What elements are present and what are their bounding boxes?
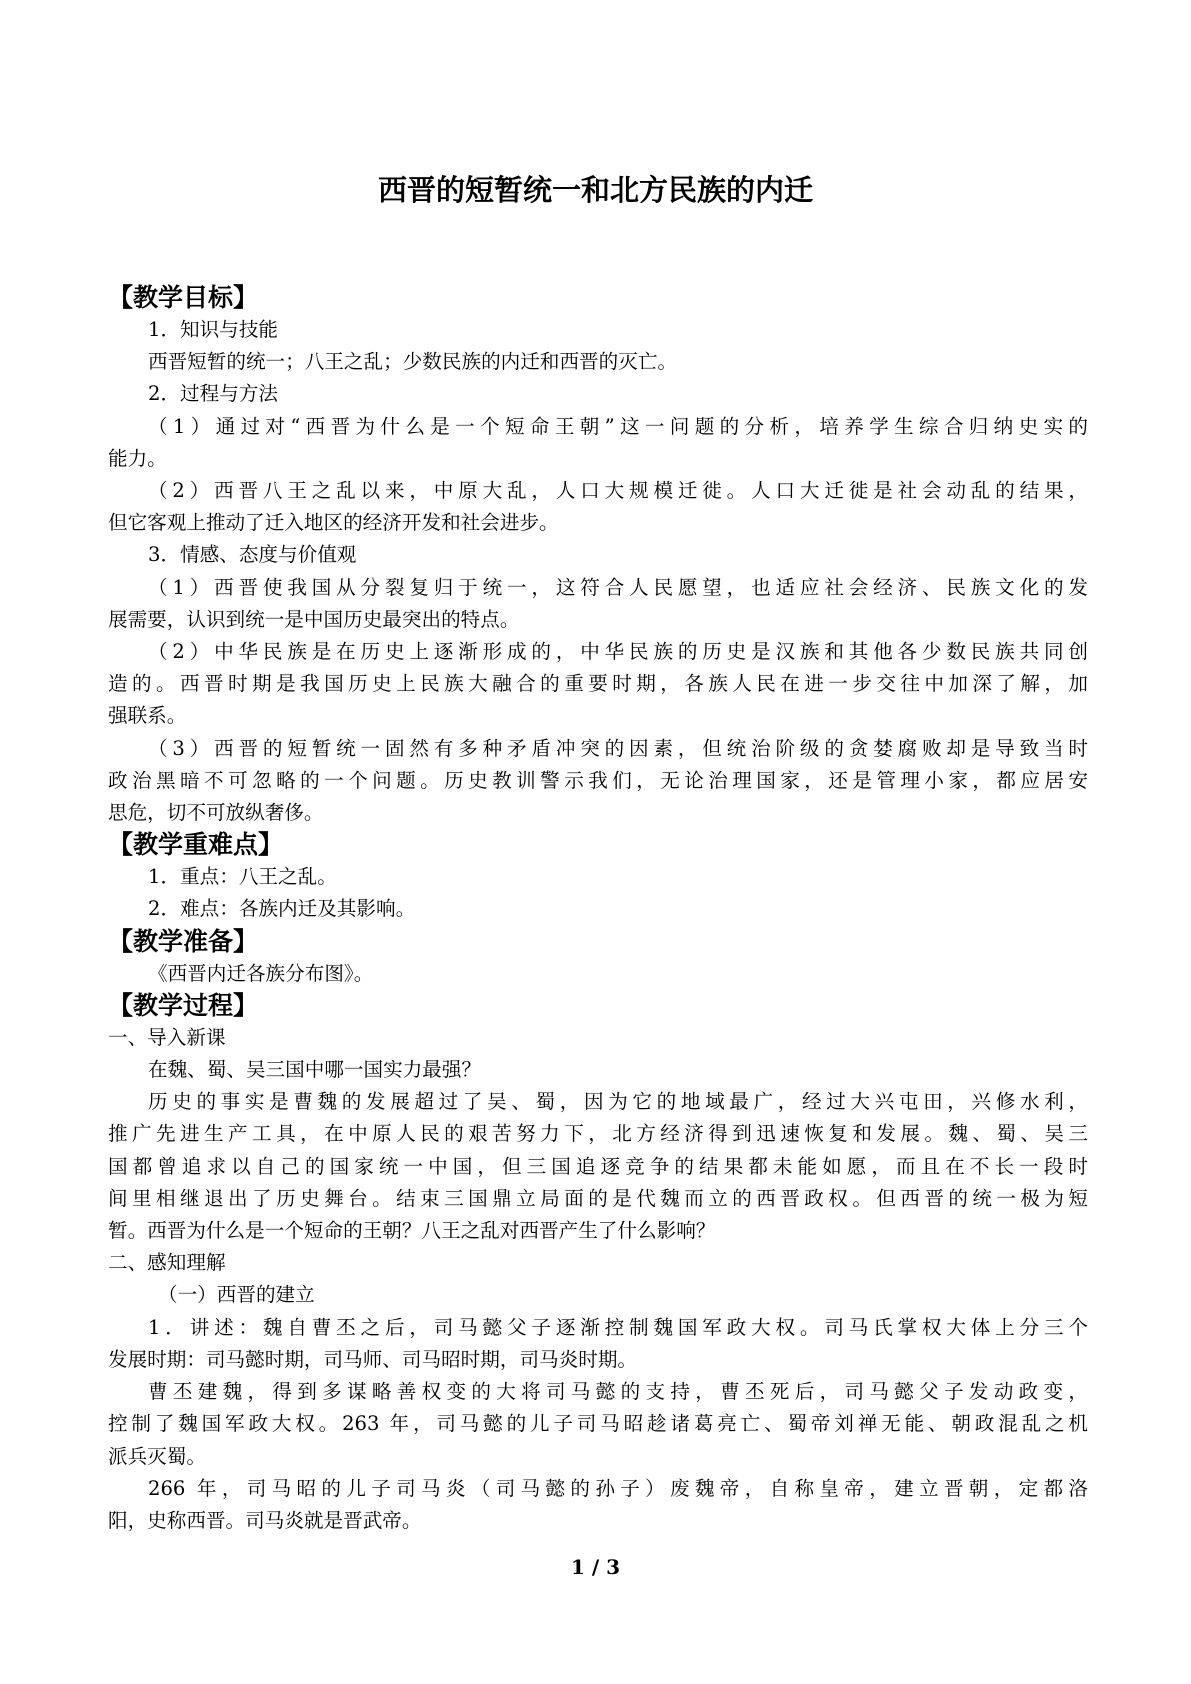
paragraph-line: 国都曾追求以自己的国家统一中国，但三国追逐竞争的结果都未能如愿，而且在不长一段时	[108, 1154, 1088, 1178]
paragraph-line: 2．过程与方法	[148, 382, 279, 406]
paragraph-line: 一、导入新课	[108, 1025, 226, 1049]
paragraph-line: 在魏、蜀、吴三国中哪一国实力最强？	[148, 1058, 482, 1082]
section-heading-key-points: 【教学重难点】	[108, 830, 284, 860]
paragraph-line: 控制了魏国军政大权。263 年，司马懿的儿子司马昭趁诸葛亮亡、蜀帝刘禅无能、朝政混乱之机	[108, 1412, 1088, 1436]
paragraph-line: （2）中华民族是在历史上逐渐形成的，中华民族的历史是汉族和其他各少数民族共同创	[148, 640, 1088, 664]
paragraph-line: 曹丕建魏，得到多谋略善权变的大将司马懿的支持，曹丕死后，司马懿父子发动政变，	[148, 1380, 1088, 1404]
paragraph-line: 《西晋内迁各族分布图》。	[148, 961, 374, 985]
paragraph-line: 强联系。	[108, 704, 187, 728]
paragraph-line: （1）通过对“西晋为什么是一个短命王朝”这一问题的分析，培养学生综合归纳史实的	[148, 414, 1088, 438]
paragraph-line: 3．情感、态度与价值观	[148, 543, 357, 567]
paragraph-line: （一）西晋的建立	[158, 1283, 315, 1307]
document-title: 西晋的短暂统一和北方民族的内迁	[377, 173, 813, 207]
paragraph-line: 1．重点：八王之乱。	[148, 865, 337, 889]
paragraph-line: 能力。	[108, 446, 167, 470]
section-heading-objectives: 【教学目标】	[108, 283, 259, 312]
document-body	[108, 282, 1088, 1537]
paragraph-line: 历史的事实是曹魏的发展超过了吴、蜀，因为它的地域最广，经过大兴屯田，兴修水利，	[148, 1090, 1088, 1114]
paragraph-line: 造的。西晋时期是我国历史上民族大融合的重要时期，各族人民在进一步交往中加深了解，加	[108, 672, 1088, 696]
paragraph-line: （2）西晋八王之乱以来，中原大乱，人口大规模迁徙。人口大迁徙是社会动乱的结果，	[148, 479, 1088, 503]
paragraph-line: 266 年，司马昭的儿子司马炎（司马懿的孙子）废魏帝，自称皇帝，建立晋朝，定都洛	[148, 1476, 1088, 1500]
paragraph-line: 发展时期：司马懿时期，司马师、司马昭时期，司马炎时期。	[108, 1347, 638, 1371]
paragraph-line: 但它客观上推动了迁入地区的经济开发和社会进步。	[108, 511, 559, 535]
paragraph-line: 二、感知理解	[108, 1251, 226, 1275]
page-number: 1 / 3	[570, 1555, 621, 1579]
paragraph-line: 政治黑暗不可忽略的一个问题。历史教训警示我们，无论治理国家，还是管理小家，都应居安	[108, 768, 1088, 792]
paragraph-line: 派兵灭蜀。	[108, 1444, 206, 1468]
section-heading-process: 【教学过程】	[108, 990, 259, 1020]
paragraph-line: 2．难点：各族内迁及其影响。	[148, 897, 416, 921]
paragraph-line: 展需要，认识到统一是中国历史最突出的特点。	[108, 607, 520, 631]
paragraph-line: 1．知识与技能	[148, 318, 279, 341]
paragraph-line: 思危，切不可放纵奢侈。	[108, 801, 324, 825]
paragraph-line: （1）西晋使我国从分裂复归于统一，这符合人民愿望，也适应社会经济、民族文化的发	[148, 575, 1088, 599]
paragraph-line: 推广先进生产工具，在中原人民的艰苦努力下，北方经济得到迅速恢复和发展。魏、蜀、吴三	[108, 1122, 1088, 1146]
section-heading-preparation: 【教学准备】	[108, 926, 259, 956]
paragraph-line: 西晋短暂的统一；八王之乱；少数民族的内迁和西晋的灭亡。	[148, 350, 678, 374]
paragraph-line: 暂。西晋为什么是一个短命的王朝？八王之乱对西晋产生了什么影响？	[108, 1219, 716, 1243]
paragraph-line: 1．讲述：魏自曹丕之后，司马懿父子逐渐控制魏国军政大权。司马氏掌权大体上分三个	[148, 1315, 1088, 1339]
paragraph-line: 间里相继退出了历史舞台。结束三国鼎立局面的是代魏而立的西晋政权。但西晋的统一极为短	[108, 1186, 1088, 1210]
paragraph-line: （3）西晋的短暂统一固然有多种矛盾冲突的因素，但统治阶级的贪婪腐败却是导致当时	[148, 736, 1088, 760]
paragraph-line: 阳，史称西晋。司马炎就是晋武帝。	[108, 1508, 422, 1532]
